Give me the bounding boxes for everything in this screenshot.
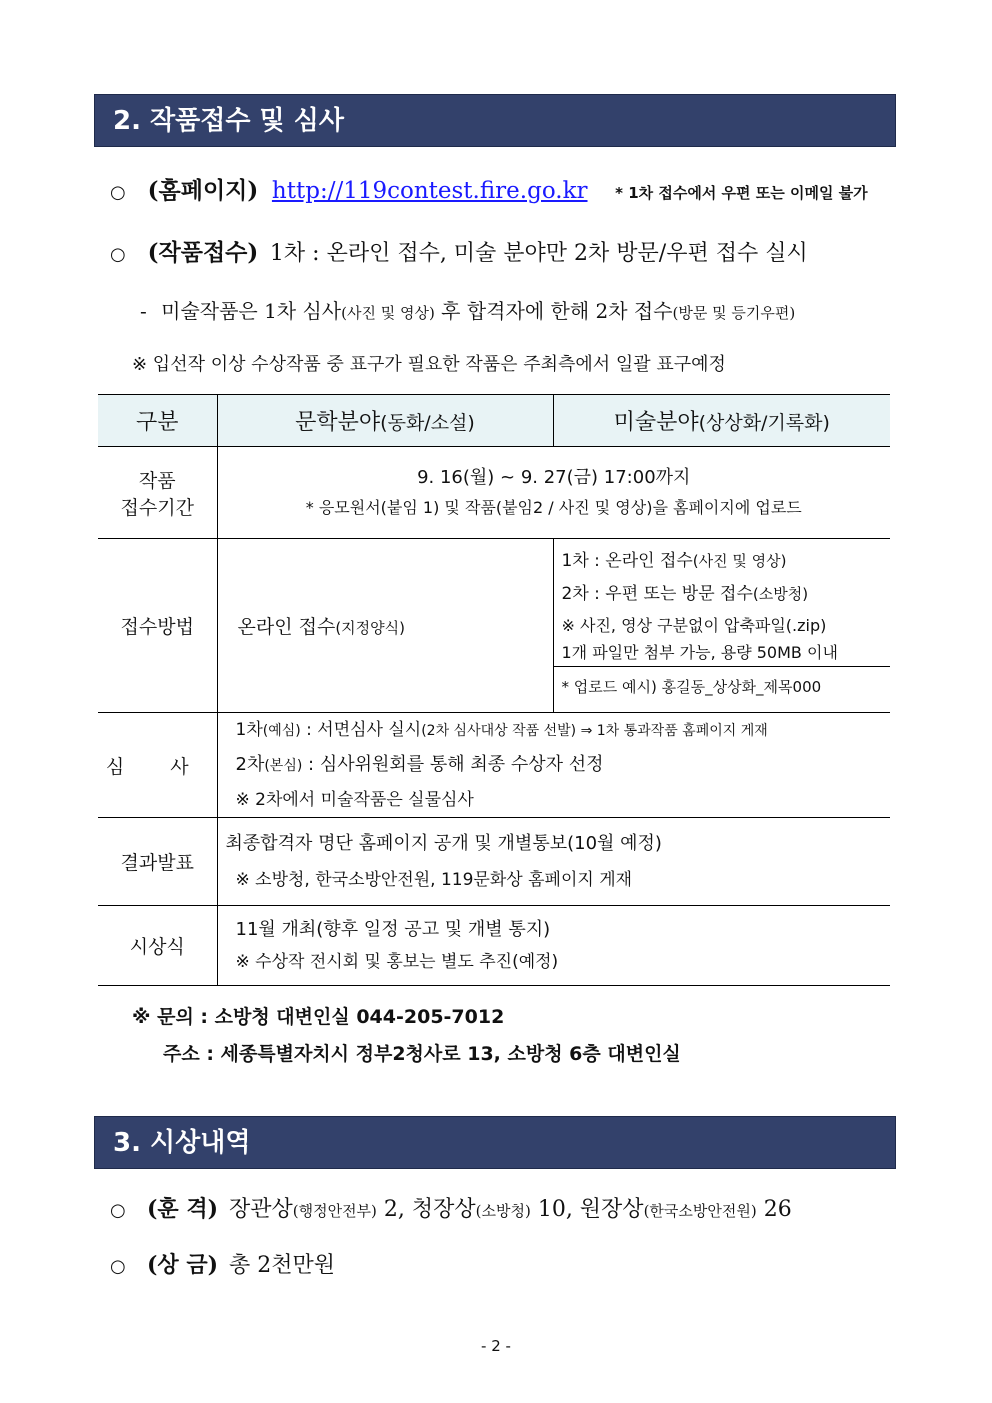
section-3-header: [94, 1116, 896, 1169]
homepage-line: [110, 172, 868, 205]
award-p2s: (소방청): [475, 1202, 531, 1220]
table-row-ceremony: [98, 906, 890, 986]
header-category: 구분: [98, 395, 217, 447]
prize-line: [110, 1248, 335, 1279]
section-3-title: 3. 시상내역: [113, 1128, 251, 1158]
bullet-icon: ○: [110, 1200, 126, 1221]
submission-sub-c: 후 합격자에 한해 2차 접수: [434, 299, 673, 323]
method-art: 1차 : 온라인 접수(사진 및 영상) 2차 : 우편 또는 방문 접수(소방청) ※ 사진, 영상 구분없이 압축파일(.zip) 1개 파일만 첨부 가능, 용량 50MB 이내 * 업로드 예시) 홍길동_상상화_제목000: [553, 539, 890, 713]
bullet-icon: ○: [110, 182, 126, 203]
award-label: (훈 격): [147, 1196, 218, 1222]
section-2-title: 2. 작품접수 및 심사: [113, 106, 344, 136]
award-p1: 장관상: [228, 1197, 293, 1222]
result-value: 최종합격자 명단 홈페이지 공개 및 개별통보(10월 예정) ※ 소방청, 한국소방안전원, 119문화상 홈페이지 게재: [217, 818, 890, 906]
homepage-link[interactable]: http://119contest.fire.go.kr: [271, 178, 588, 204]
framing-notice: ※ 입선작 이상 수상작품 중 표구가 필요한 작품은 주최측에서 일괄 표구예정: [132, 354, 726, 375]
homepage-note: * 1차 접수에서 우편 또는 이메일 불가: [615, 184, 868, 202]
award-p1s: (행정안전부): [292, 1202, 377, 1220]
table-row-period: [98, 447, 890, 539]
submission-text: 1차 : 온라인 접수, 미술 분야만 2차 방문/우편 접수 실시: [269, 241, 808, 266]
period-value: 9. 16(월) ~ 9. 27(금) 17:00까지 * 응모원서(붙임 1) 및 작품(붙임2 / 사진 및 영상)을 홈페이지에 업로드: [217, 447, 890, 539]
table-row-review: [98, 713, 890, 818]
award-p2: 2, 청장상: [376, 1197, 476, 1222]
review-label: 심 사: [98, 713, 217, 818]
submission-table: [98, 394, 890, 986]
submission-subline: [140, 295, 795, 324]
prize-label: (상 금): [147, 1252, 218, 1278]
result-label: 결과발표: [98, 818, 217, 906]
award-p3s: (한국소방안전원): [643, 1202, 757, 1220]
submission-line: [110, 234, 808, 267]
period-label: 작품 접수기간: [98, 447, 217, 539]
ceremony-label: 시상식: [98, 906, 217, 986]
homepage-label: (홈페이지): [147, 177, 259, 204]
page-number: - 2 -: [481, 1337, 511, 1355]
header-literature: 문학분야(동화/소설): [217, 395, 553, 447]
section-2-header: [94, 94, 896, 147]
address-line: 주소 : 세종특별자치시 정부2청사로 13, 소방청 6층 대변인실: [163, 1043, 681, 1065]
submission-sub-d: (방문 및 등기우편): [672, 304, 796, 322]
prize-text: 총 2천만원: [228, 1253, 335, 1278]
submission-sub-b: (사진 및 영상): [341, 304, 435, 322]
submission-sub-a: 미술작품은 1차 심사: [161, 299, 342, 323]
submission-label: (작품접수): [147, 239, 259, 266]
table-row-method: [98, 539, 890, 713]
header-art: 미술분야(상상화/기록화): [553, 395, 890, 447]
table-row-result: [98, 818, 890, 906]
dash: -: [140, 299, 147, 323]
bullet-icon: ○: [110, 1256, 126, 1277]
inquiry-line: ※ 문의 : 소방청 대변인실 044-205-7012: [132, 1006, 505, 1028]
award-p4: 26: [756, 1197, 792, 1222]
method-literature: 온라인 접수(지정양식): [217, 539, 553, 713]
bullet-icon: ○: [110, 244, 126, 265]
method-label: 접수방법: [98, 539, 217, 713]
award-p3: 10, 원장상: [530, 1197, 644, 1222]
ceremony-value: 11월 개최(향후 일정 공고 및 개별 통지) ※ 수상작 전시회 및 홍보는 별도 추진(예정): [217, 906, 890, 986]
table-header-row: [98, 395, 890, 447]
review-value: 1차(예심) : 서면심사 실시(2차 심사대상 작품 선발) ⇒ 1차 통과작품 홈페이지 게재 2차(본심) : 심사위원회를 통해 최종 수상자 선정 ※ 2차에서 미술작품은 실물심사: [217, 713, 890, 818]
award-line: [110, 1192, 792, 1223]
